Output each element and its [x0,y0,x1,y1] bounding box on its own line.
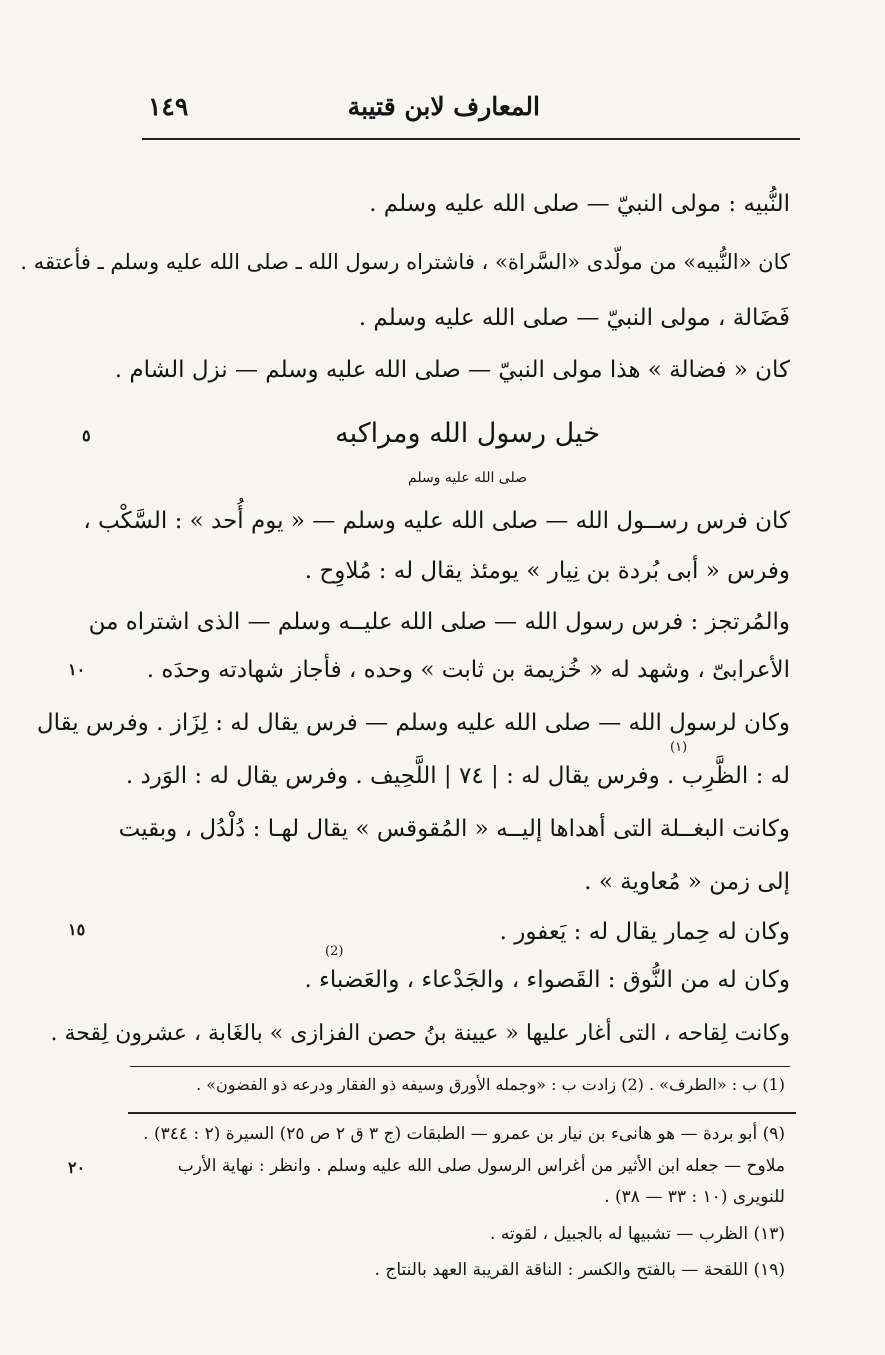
page-number: ١٤٩ [148,92,189,121]
editor-note: (١٣) الظرب — تشبيها له بالجبيل ، لقوته . [490,1224,785,1244]
section-line: وكان له حِمار يقال له : يَعفور . [499,919,790,945]
section-heading: خيل رسول الله ومراكبه [335,418,600,449]
section-line: له : الظَّرِب . وفرس يقال له : | ٧٤ | اللَّحِيف . وفرس يقال له : الوَرد . [125,763,790,789]
section-line: كان فرس رســول الله — صلى الله عليه وسلم — « يوم أُحد » : السَّكْب ، [83,508,790,534]
editor-note: للنويرى (١٠ : ٣٣ — ٣٨) . [604,1187,785,1207]
editor-note: (١٩) اللقحة — بالفتح والكسر : الناقة القريبة العهد بالنتاج . [374,1260,785,1280]
running-header-title: المعارف لابن قتيبة [347,92,540,121]
section-line: وكانت لِقاحه ، التى أغار عليها « عيينة بنُ حصن الفزازى » بالغَابة ، عشرون لِقحة . [50,1021,790,1046]
margin-line-number: ١٠ [68,660,86,679]
section-line: وكانت البغــلة التى أهداها إليــه « المُقوقس » يقال لهـا : دُلْدُل ، وبقيت [118,816,790,842]
section-subheading: صلى الله عليه وسلم [408,470,527,486]
margin-line-number: ٢٠ [68,1158,86,1177]
footnote-mark: (١) [670,740,688,755]
section-line: وكان لرسول الله — صلى الله عليه وسلم — فرس يقال له : لِزَاز . وفرس يقال [36,710,790,736]
section-line: والمُرتجز : فرس رسول الله — صلى الله عليــه وسلم — الذى اشتراه من [88,609,790,635]
body-line: فَضَالة ، مولى النبيّ — صلى الله عليه وسلم . [358,305,790,331]
editor-note: ملاوح — جعله ابن الأثير من أغراس الرسول صلى الله عليه وسلم . وانظر : نهاية الأرب [177,1156,785,1176]
variant-footnote: (1) ب : «الطرف» . (2) زادت ب : «وجمله الأورق وسيفه ذو الفقار ودرعه ذو الفضون» . [196,1075,785,1094]
section-line: الأعرابىّ ، وشهد له « خُزيمة بن ثابت » وحده ، فأجاز شهادته وحدَه . [146,657,790,683]
section-line: وكان له من النُّوق : القَصواء ، والجَدْعاء ، والعَضباء . [304,967,790,993]
footnote-rule [130,1066,790,1067]
notes-rule [128,1112,796,1114]
editor-note: (٩) أبو بردة — هو هانىء بن نيار بن عمرو — الطبقات (ج ٣ ق ٢ ص ٢٥) السيرة (٢ : ٣٤٤) . [143,1124,785,1144]
section-line: إلى زمن « مُعاوية » . [584,869,790,895]
body-line: كان « فضالة » هذا مولى النبيّ — صلى الله عليه وسلم — نزل الشام . [114,357,790,383]
section-line: وفرس « أبى بُردة بن نِيار » يومئذ يقال له : مُلاوِح . [304,558,790,584]
margin-line-number: ١٥ [68,920,86,939]
margin-line-number: ٥ [82,426,91,445]
body-line: كان «النُّبيه» من مولّدى «السَّراة» ، فاشتراه رسول الله ـ صلى الله عليه وسلم ـ فأعتقه . [20,250,790,274]
body-line: النُّبيه : مولى النبيّ — صلى الله عليه وسلم . [369,191,790,217]
header-rule [142,138,800,140]
footnote-mark: (2) [325,944,344,959]
